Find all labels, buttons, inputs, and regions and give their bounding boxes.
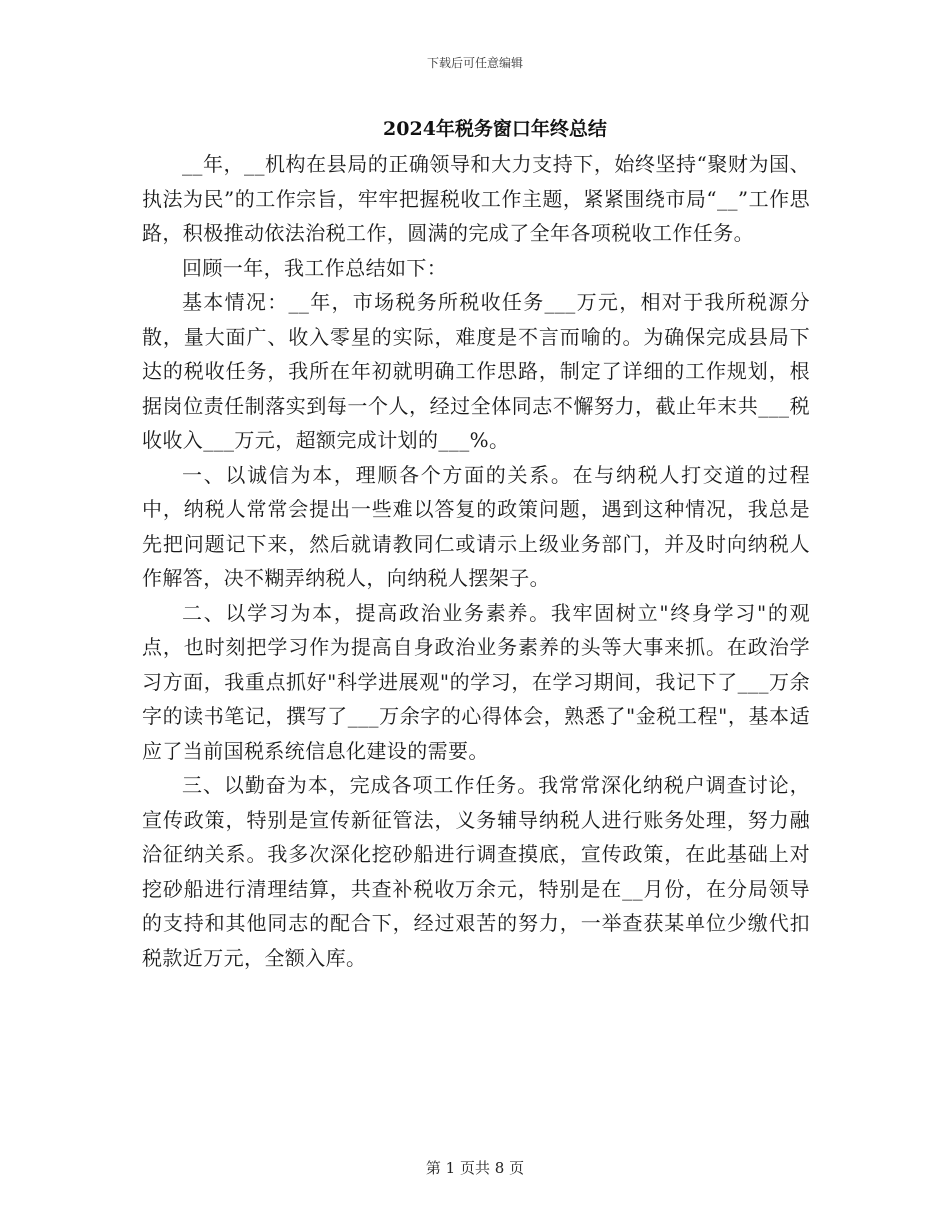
header-note: 下载后可任意编辑 (426, 56, 523, 70)
paragraph-section-three: 三、以勤奋为本，完成各项工作任务。我常常深化纳税户调查讨论，宣传政策，特别是宣传新征管法，义务辅导纳税人进行账务处理，努力融洽征纳关系。我多次深化挖砂船进行调查摸底，宣传政策，在此基础上对挖砂船进行清理结算，共查补税收万余元，特别是在__月份，在分局领导的支持和其他同志的配合下，经过艰苦的努力，一举查获某单位少缴代扣税款近万元，全额入库。 (142, 773, 810, 970)
document-title: 2024年税务窗口年终总结 (383, 118, 607, 140)
page-number: 第 1 页共 8 页 (425, 1159, 525, 1177)
paragraph-review: 回顾一年，我工作总结如下： (182, 255, 448, 280)
document-body (142, 147, 810, 975)
paragraph-section-one: 一、以诚信为本，理顺各个方面的关系。在与纳税人打交道的过程中，纳税人常常会提出一些难以答复的政策问题，遇到这种情况，我总是先把问题记下来，然后就请教同仁或请示上级业务部门，并及时向纳税人作解答，决不糊弄纳税人，向纳税人摆架子。 (142, 462, 810, 590)
paragraph-intro: __年，__机构在县局的正确领导和大力支持下，始终坚持“聚财为国、执法为民”的工作宗旨，牢牢把握税收工作主题，紧紧围绕市局“__”工作思路，积极推动依法治税工作，圆满的完成了全年各项税收工作任务。 (142, 152, 810, 245)
paragraph-basic-situation: 基本情况：__年，市场税务所税收任务___万元，相对于我所税源分散，量大面广、收入零星的实际，难度是不言而喻的。为确保完成县局下达的税收任务，我所在年初就明确工作思路，制定了详细的工作规划，根据岗位责任制落实到每一个人，经过全体同志不懈努力，截止年末共___税收收入___万元，超额完成计划的___%。 (142, 290, 810, 452)
paragraph-section-two: 二、以学习为本，提高政治业务素养。我牢固树立"终身学习"的观点，也时刻把学习作为提高自身政治业务素养的头等大事来抓。在政治学习方面，我重点抓好"科学进展观"的学习，在学习期间，我记下了___万余字的读书笔记，撰写了___万余字的心得体会，熟悉了"金税工程"，基本适应了当前国税系统信息化建设的需要。 (142, 600, 810, 763)
